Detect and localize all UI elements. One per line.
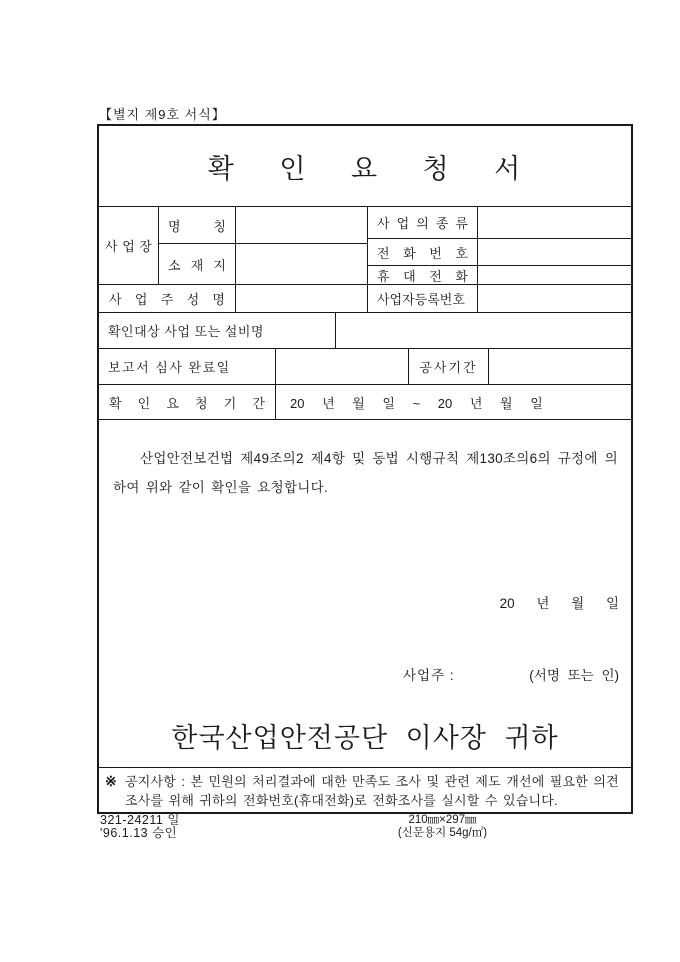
info-table-right (368, 207, 631, 312)
form-title: 확 인 요 청 서 (207, 153, 523, 184)
field-report-review-date[interactable] (276, 349, 409, 384)
notice-section (99, 768, 631, 810)
footer-paper-info (370, 814, 515, 840)
footer-approval-date: '96.1.13 승인 (100, 826, 178, 840)
footer-paper-spec: (신문용지 54g/㎡) (397, 827, 488, 839)
field-phone-number[interactable] (478, 239, 631, 265)
row-target-facility (99, 313, 631, 349)
row-report-review (99, 349, 631, 385)
row-workplace-address (159, 244, 367, 284)
date-line: 20 년 월 일 (499, 596, 619, 611)
field-business-registration[interactable] (478, 285, 631, 312)
notice-line-2: 조사를 위해 귀하의 전화번호(휴대전화)로 전화조사를 실시할 수 있습니다. (125, 793, 558, 808)
notice-text (125, 772, 625, 810)
row-mobile-phone (368, 266, 631, 285)
label-phone-number: 전 화 번 호 (368, 239, 478, 265)
label-mobile-phone: 휴 대 전 화 (368, 266, 478, 284)
form-box (97, 124, 633, 814)
workplace-group (99, 207, 367, 285)
field-target-facility[interactable] (336, 313, 631, 348)
label-workplace-address: 소 재 지 (159, 244, 236, 284)
field-owner-name[interactable] (236, 285, 367, 312)
field-workplace-name[interactable] (236, 207, 367, 243)
label-report-review-date: 보고서 심사 완료일 (99, 349, 276, 384)
footer-doc-number: 321-24211 일 (100, 813, 180, 827)
row-business-type (368, 207, 631, 239)
main-body (99, 420, 631, 768)
label-request-period: 확 인 요 청 기 간 (99, 385, 276, 419)
signer-label: 사업주 : (403, 668, 455, 683)
field-business-type[interactable] (478, 207, 631, 238)
info-table-left (99, 207, 368, 312)
field-request-period[interactable]: 20 년 월 일 ~ 20 년 월 일 (290, 395, 543, 411)
statement-paragraph: 산업안전보건법 제49조의2 제4항 및 동법 시행규칙 제130조의6의 규정에 의하여 위와 같이 확인을 요청합니다. (113, 451, 618, 495)
label-workplace: 사 업 장 (99, 207, 159, 284)
row-owner-name (99, 285, 367, 312)
label-business-registration: 사업자등록번호 (368, 285, 478, 312)
reference-mark-icon: ※ (105, 773, 117, 789)
field-mobile-phone[interactable] (478, 266, 631, 284)
label-target-facility: 확인대상 사업 또는 설비명 (99, 313, 336, 348)
label-workplace-name: 명 칭 (159, 207, 236, 243)
signature-note: (서명 또는 인) (529, 668, 619, 683)
title-section (99, 126, 631, 207)
label-construction-period: 공사기간 (409, 349, 489, 384)
row-business-registration (368, 285, 631, 312)
row-phone-number (368, 239, 631, 266)
field-construction-period[interactable] (489, 349, 631, 384)
field-workplace-address[interactable] (236, 244, 367, 284)
form-reference-label: 【별지 제9호 서식】 (99, 107, 226, 122)
recipient-line: 한국산업안전공단 이사장 귀하 (171, 723, 559, 754)
footer-paper-size: 210㎜×297㎜ (408, 814, 477, 826)
info-table (99, 207, 631, 313)
notice-line-1: 공지사항 : 본 민원의 처리결과에 대한 만족도 조사 및 관련 제도 개선에 필요한 의견 (125, 774, 619, 789)
row-workplace-name (159, 207, 367, 244)
row-request-period (99, 385, 631, 420)
label-owner-name: 사 업 주 성 명 (99, 285, 236, 312)
footer-doc-info (100, 814, 180, 840)
label-business-type: 사 업 의 종 류 (368, 207, 478, 238)
